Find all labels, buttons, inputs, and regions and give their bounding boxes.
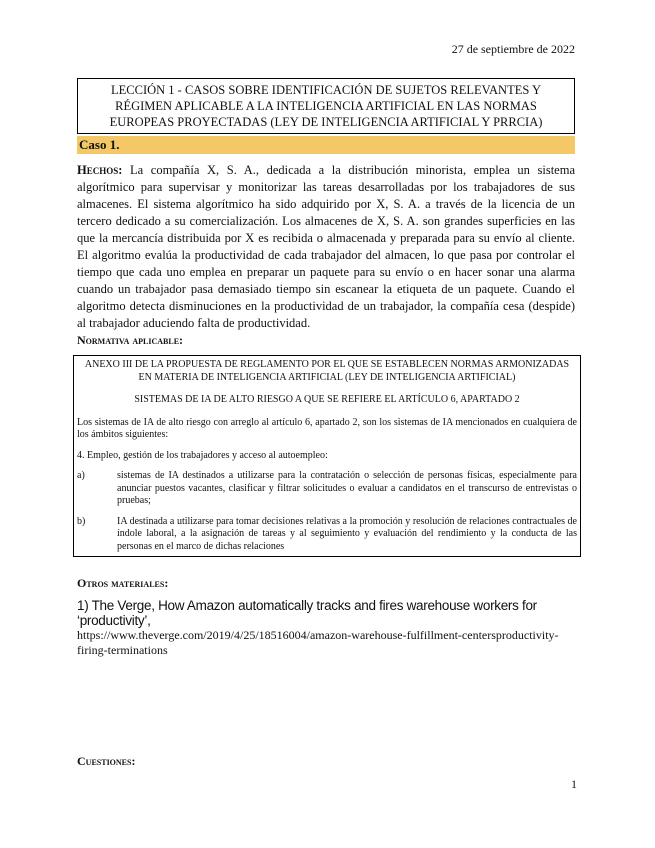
reference-item [77, 598, 587, 658]
facts-text: La compañía X, S. A., dedicada a la distribución minorista, emplea un sistema algorítmico para supervisar y monitorizar las tareas desarrolladas por los trabajadores de sus almacenes. El sistema algorítmico ha sido adquirido por X, S. A. a través de la licencia de un tercero dedicado a su comercialización. Los almacenes de X, S. A. son grandes superficies en las que la mercancía distribuida por X es recibida o almacenada y preparada para su envío al cliente. El algoritmo evalúa la productividad de cada trabajador del almacen, lo que pasa por controlar el tiempo que cada uno emplea en preparar un paquete para su envío o en hacer sonar una alarma cuando un trabajador pasa demasiado tiempo sin escanear la etiqueta de un paquete. Cuando el algoritmo detecta disminuciones en la productividad de un trabajador, la compañía cesa (despide) al trabajador aduciendo falta de productividad. [77, 163, 576, 330]
case-heading: Caso 1. [77, 136, 575, 154]
otros-heading: Otros materiales: [77, 576, 169, 590]
lesson-title-line: LECCIÓN 1 - CASOS SOBRE IDENTIFICACIÓN DE SUJETOS RELEVANTES Y [111, 83, 541, 97]
annex-item-a-key: a) [77, 470, 85, 481]
facts-label: Hechos: [77, 163, 123, 177]
normativa-heading: Normativa aplicable: [77, 333, 184, 347]
annex-intro: Los sistemas de IA de alto riesgo con arreglo al artículo 6, apartado 2, son los sistemas de IA mencionados en cualquiera de los ámbitos siguientes: [77, 416, 577, 440]
page-number: 1 [571, 777, 577, 791]
cuestiones-heading: Cuestiones: [77, 754, 136, 768]
lesson-title-line: RÉGIMEN APLICABLE A LA INTELIGENCIA ARTIFICIAL EN LAS NORMAS [115, 99, 537, 113]
reference-title: 1) The Verge, How Amazon automatically tracks and fires warehouse workers for ‘productivity’, [77, 598, 537, 628]
annex-item-a [77, 470, 577, 508]
facts-paragraph [77, 162, 575, 332]
annex-subtitle: SISTEMAS DE IA DE ALTO RIESGO A QUE SE REFIERE EL ARTÍCULO 6, APARTADO 2 [134, 394, 520, 405]
annex-item-b [77, 516, 577, 554]
annex-title: ANEXO III DE LA PROPUESTA DE REGLAMENTO POR EL QUE SE ESTABLECEN NORMAS ARMONIZADAS EN MATERIA DE INTELIGENCIA ARTIFICIAL (LEY DE INTELIGENCIA ARTIFICIAL) [84, 359, 570, 383]
annex-item-a-text: sistemas de IA destinados a utilizarse para la contratación o selección de personas físicas, especialmente para anunciar puestos vacantes, clasificar y filtrar solicitudes o evaluar a candidatos en el transcurso de entrevistas o pruebas; [117, 470, 577, 506]
reference-url[interactable]: https://www.theverge.com/2019/4/25/18516004/amazon-warehouse-fulfillment-centersproductivity-firing-terminations [77, 628, 559, 657]
lesson-title-box [77, 78, 575, 134]
annex-box [73, 355, 581, 557]
document-date: 27 de septiembre de 2022 [451, 42, 575, 56]
lesson-title-line: EUROPEAS PROYECTADAS (LEY DE INTELIGENCIA ARTIFICIAL Y PRRCIA) [109, 115, 543, 129]
annex-point-4: 4. Empleo, gestión de los trabajadores y acceso al autoempleo: [77, 449, 328, 461]
annex-item-b-text: IA destinada a utilizarse para tomar decisiones relativas a la promoción y resolución de relaciones contractuales de índole laboral, a la asignación de tareas y al seguimiento y evaluación del rendimiento y la conducta de las personas en el marco de dichas relaciones [117, 515, 577, 552]
annex-item-b-key: b) [77, 515, 86, 527]
